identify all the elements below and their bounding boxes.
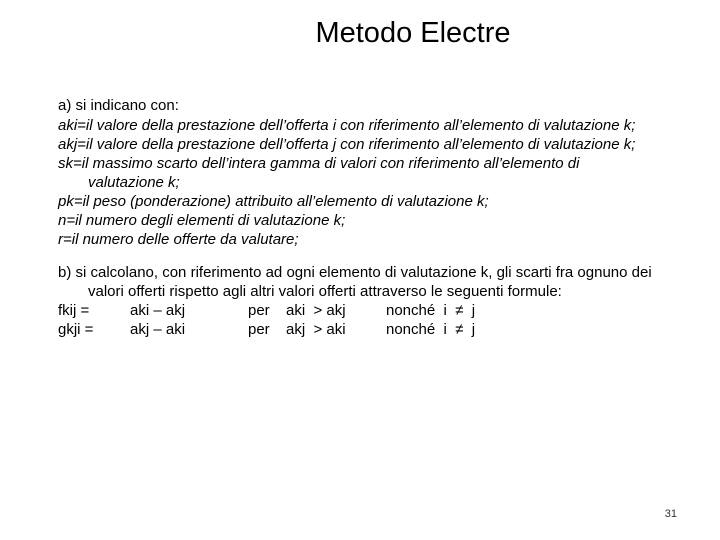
definition-akj: akj=il valore della prestazione dell’offerta j con riferimento all’elemento di valutazione k;: [58, 136, 636, 153]
formula-gkji: [58, 320, 658, 339]
formula-condition: aki > akj: [286, 302, 346, 319]
slide-body: [58, 96, 658, 339]
formula-expression: akj – aki: [130, 321, 186, 338]
formula-fkij: [58, 301, 658, 320]
definition-n: n=il numero degli elementi di valutazione k;: [58, 212, 346, 229]
page-number: 31: [664, 508, 677, 520]
formula-per: per: [248, 302, 270, 319]
definition-r: r=il numero delle offerte da valutare;: [58, 231, 299, 248]
formula-tail: nonché i ≠ j: [386, 321, 476, 338]
formula-per: per: [248, 321, 270, 338]
formula-condition: akj > aki: [286, 321, 346, 338]
definition-sk: sk=il massimo scarto dell’intera gamma di valori con riferimento all’elemento di valutazione k;: [58, 155, 580, 191]
formula-tail: nonché i ≠ j: [386, 302, 476, 319]
section-a-heading: a) si indicano con:: [58, 97, 179, 114]
slide-title: Metodo Electre: [315, 17, 511, 49]
formula-expression: aki – akj: [130, 302, 186, 319]
definition-pk: pk=il peso (ponderazione) attribuito all’elemento di valutazione k;: [58, 193, 489, 210]
formula-name: gkji =: [58, 321, 94, 338]
definition-aki: aki=il valore della prestazione dell’offerta i con riferimento all’elemento di valutazione k;: [58, 117, 636, 134]
formula-name: fkij =: [58, 302, 90, 319]
section-b-text: b) si calcolano, con riferimento ad ogni elemento di valutazione k, gli scarti fra ognuno dei valori offerti rispetto agli altri valori offerti attraverso le seguenti formule:: [58, 264, 652, 300]
